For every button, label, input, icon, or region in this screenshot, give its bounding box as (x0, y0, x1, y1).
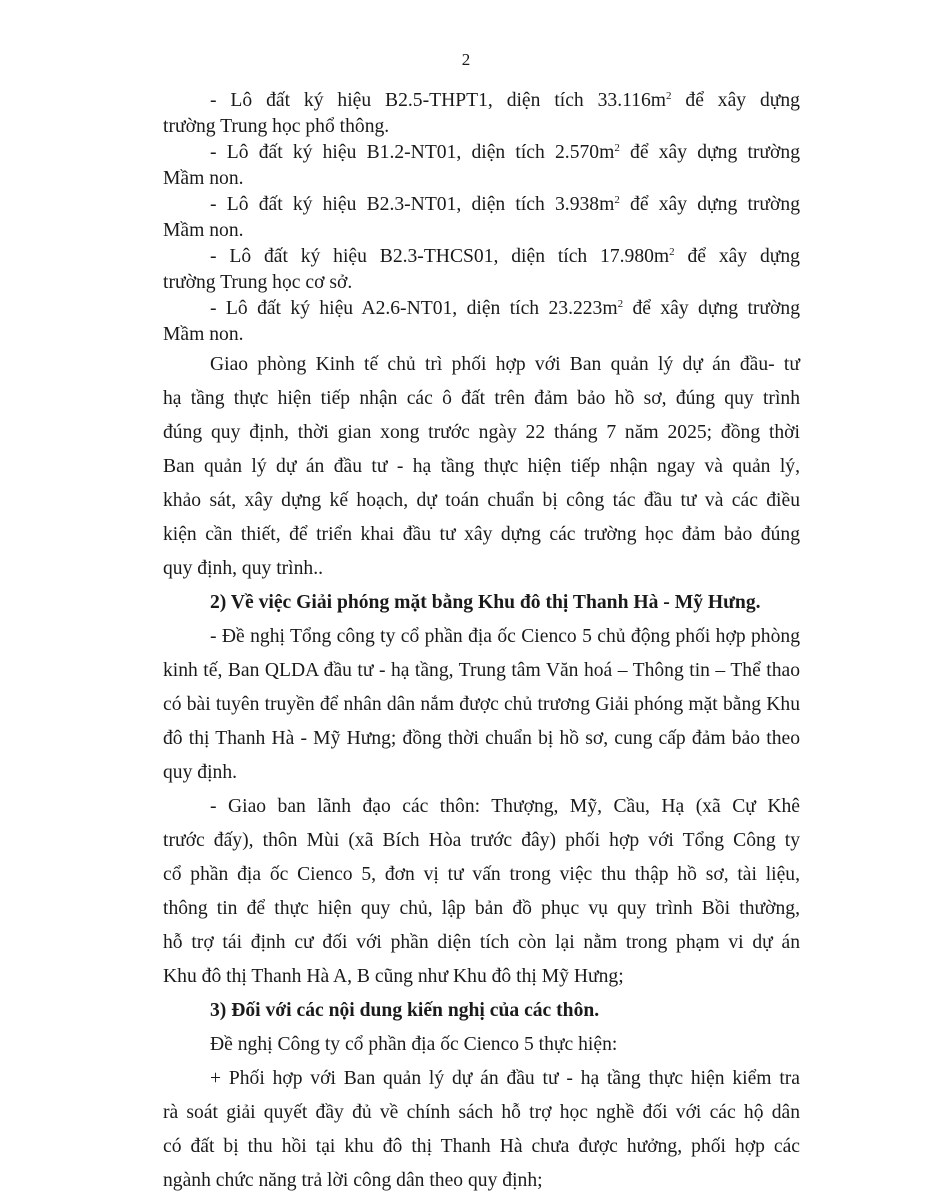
paragraph-line: cổ phần địa ốc Cienco 5, đơn vị tư vấn trong việc thu thập hồ sơ, tài liệu, (163, 864, 800, 885)
paragraph-line: hỗ trợ tái định cư đối với phần diện tích còn lại nằm trong phạm vi dự án (163, 932, 800, 953)
lot-line: - Lô đất ký hiệu B2.3-THCS01, diện tích $17.980m^2$ để xây dựng (210, 246, 800, 267)
paragraph-line: thông tin để thực hiện quy chủ, lập bản đồ phục vụ quy trình Bồi thường, (163, 898, 800, 919)
lot-line-continued: Mầm non. (163, 324, 244, 345)
lot-item (163, 140, 800, 192)
document-body (163, 88, 800, 1198)
lot-line-continued: trường Trung học phổ thông. (163, 116, 390, 137)
paragraph-line: có bài tuyên truyền để nhân dân nắm được chủ trương Giải phóng mặt bằng Khu (163, 694, 800, 715)
lot-line: - Lô đất ký hiệu A2.6-NT01, diện tích $23.223m^2$ để xây dựng trường (210, 298, 800, 319)
paragraph-line: kinh tế, Ban QLDA đầu tư - hạ tầng, Trung tâm Văn hoá – Thông tin – Thể thao (163, 660, 800, 681)
paragraph-line: trước đấy), thôn Mùi (xã Bích Hòa trước đây) phối hợp với Tổng Công ty (163, 830, 800, 851)
lot-item (163, 296, 800, 348)
paragraph-line: ngành chức năng trả lời công dân theo quy định; (163, 1170, 543, 1191)
lot-line-continued: trường Trung học cơ sở. (163, 272, 353, 293)
lot-item (163, 192, 800, 244)
paragraph-line: Giao phòng Kinh tế chủ trì phối hợp với Ban quản lý dự án đầu- tư (210, 354, 800, 375)
section-heading: 3) Đối với các nội dung kiến nghị của các thôn. (210, 1000, 600, 1021)
paragraph-line: Ban quản lý dự án đầu tư - hạ tầng thực hiện tiếp nhận ngay và quản lý, (163, 456, 800, 477)
lot-line: - Lô đất ký hiệu B2.3-NT01, diện tích $3.938m^2$ để xây dựng trường (210, 194, 800, 215)
paragraph-line: + Phối hợp với Ban quản lý dự án đầu tư - hạ tầng thực hiện kiểm tra (210, 1068, 800, 1089)
paragraph-line: quy định. (163, 762, 238, 783)
paragraph-line: hạ tầng thực hiện tiếp nhận các ô đất trên đảm bảo hồ sơ, đúng quy trình (163, 388, 800, 409)
lot-line-continued: Mầm non. (163, 168, 244, 189)
paragraph-line: khảo sát, xây dựng kế hoạch, dự toán chuẩn bị công tác đầu tư và các điều (163, 490, 800, 511)
lot-line: - Lô đất ký hiệu B1.2-NT01, diện tích $2.570m^2$ để xây dựng trường (210, 142, 800, 163)
section-heading: 2) Về việc Giải phóng mặt bằng Khu đô thị Thanh Hà - Mỹ Hưng. (210, 592, 761, 613)
paragraph-line: rà soát giải quyết đầy đủ về chính sách hỗ trợ học nghề đối với các hộ dân (163, 1102, 800, 1123)
lot-line-continued: Mầm non. (163, 220, 244, 241)
paragraph-line: - Đề nghị Tổng công ty cổ phần địa ốc Cienco 5 chủ động phối hợp phòng (210, 626, 800, 647)
lot-item (163, 88, 800, 140)
paragraph-line: đô thị Thanh Hà - Mỹ Hưng; đồng thời chuẩn bị hồ sơ, cung cấp đảm bảo theo (163, 728, 800, 749)
paragraph-line: quy định, quy trình.. (163, 558, 324, 579)
paragraph-line: kiện cần thiết, để triển khai đầu tư xây dựng các trường học đảm bảo đúng (163, 524, 800, 545)
assignment-paragraph (163, 348, 800, 586)
paragraph-line: đúng quy định, thời gian xong trước ngày 22 tháng 7 năm 2025; đồng thời (163, 422, 800, 443)
section-3 (163, 994, 800, 1198)
paragraph-line: có đất bị thu hồi tại khu đô thị Thanh Hà chưa được hưởng, phối hợp các (163, 1136, 800, 1157)
section-2 (163, 586, 800, 994)
page-number: 2 (461, 50, 471, 69)
paragraph-line: - Giao ban lãnh đạo các thôn: Thượng, Mỹ, Cầu, Hạ (xã Cự Khê (210, 796, 800, 817)
lot-line: - Lô đất ký hiệu B2.5-THPT1, diện tích $33.116m^2$ để xây dựng (210, 90, 800, 111)
section-intro: Đề nghị Công ty cổ phần địa ốc Cienco 5 thực hiện: (210, 1034, 618, 1055)
lot-item (163, 244, 800, 296)
paragraph-line: Khu đô thị Thanh Hà A, B cũng như Khu đô thị Mỹ Hưng; (163, 966, 624, 987)
